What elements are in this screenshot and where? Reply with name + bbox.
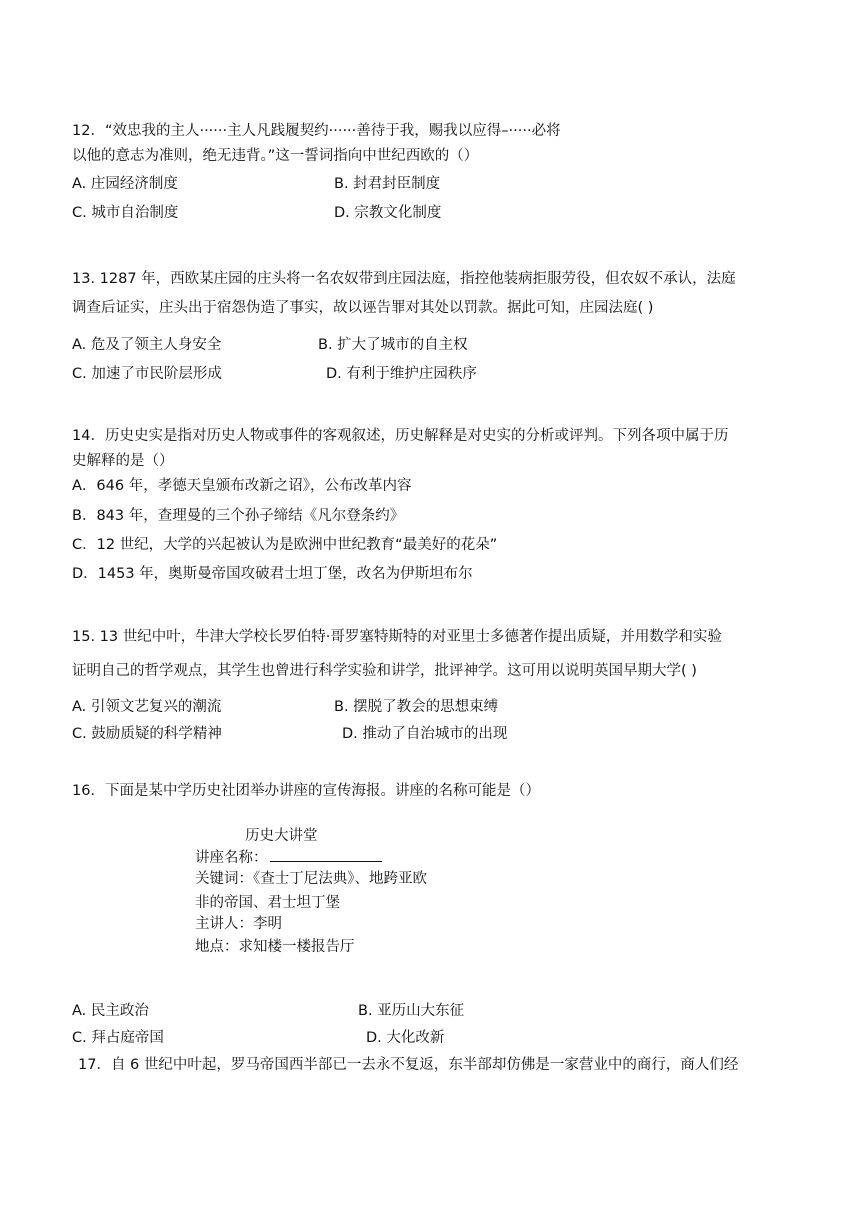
q15-option-d: D. 推动了自治城市的出现 — [342, 726, 508, 742]
q14-option-d: D．1453 年，奥斯曼帝国攻破君士坦丁堡，改名为伊斯坦布尔 — [72, 566, 473, 582]
q13-option-b: B. 扩大了城市的自主权 — [318, 337, 468, 353]
poster-keywords-line1: 关键词：《查士丁尼法典》、地跨亚欧 — [195, 871, 427, 887]
q13-option-c: C. 加速了市民阶层形成 — [72, 366, 222, 382]
q13-option-a: A. 危及了领主人身安全 — [72, 337, 222, 353]
q12-stem-line2: 以他的意志为准则，绝无违背。”这一誓词指向中世纪西欧的（） — [72, 148, 479, 164]
q17-stem-line1: 17．自 6 世纪中叶起，罗马帝国西半部已一去永不复返，东半部却仿佛是一家营业中的商行，商人们经 — [78, 1057, 739, 1073]
q14-option-c: C．12 世纪，大学的兴起被认为是欧洲中世纪教育“最美好的花朵” — [72, 537, 498, 553]
q13-stem-line2: 调查后证实，庄头出于宿怨伪造了事实，故以诬告罪对其处以罚款。据此可知，庄园法庭( ) — [72, 300, 654, 316]
poster-name-label: 讲座名称： — [195, 850, 268, 866]
q16-option-c: C. 拜占庭帝国 — [72, 1030, 164, 1046]
q14-stem-line1: 14．历史史实是指对历史人物或事件的客观叙述，历史解释是对史实的分析或评判。下列各项中属于历 — [72, 428, 729, 444]
q13-stem-line1: 13. 1287 年，西欧某庄园的庄头将一名农奴带到庄园法庭，指控他装病拒服劳役，但农奴不承认，法庭 — [72, 271, 736, 287]
q13-option-d: D. 有利于维护庄园秩序 — [326, 366, 477, 382]
poster-speaker: 主讲人：李明 — [195, 916, 282, 932]
q15-option-a: A. 引领文艺复兴的潮流 — [72, 699, 222, 715]
q15-option-c: C. 鼓励质疑的科学精神 — [72, 726, 222, 742]
q14-option-a: A．646 年，孝德天皇颁布改新之诏》，公布改革内容 — [72, 478, 412, 494]
q15-stem-line1: 15. 13 世纪中叶，牛津大学校长罗伯特·哥罗塞特斯特的对亚里士多德著作提出质疑，并用数学和实验 — [72, 629, 722, 645]
poster-name-blank — [270, 847, 382, 862]
q12-option-c: C. 城市自治制度 — [72, 205, 179, 221]
q16-option-d: D. 大化改新 — [366, 1030, 445, 1046]
q16-stem: 16．下面是某中学历史社团举办讲座的宣传海报。讲座的名称可能是（） — [72, 783, 540, 799]
q14-stem-line2: 史解释的是（） — [72, 453, 174, 469]
q15-stem-line2: 证明自己的哲学观点，其学生也曾进行科学实验和讲学，批评神学。这可用以说明英国早期大学( ) — [72, 663, 697, 679]
q12-option-d: D. 宗教文化制度 — [334, 205, 442, 221]
q12-option-a: A. 庄园经济制度 — [72, 176, 178, 192]
poster-location: 地点：求知楼一楼报告厅 — [195, 939, 355, 955]
q16-option-a: A. 民主政治 — [72, 1003, 149, 1019]
q16-option-b: B. 亚历山大东征 — [358, 1003, 465, 1019]
q12-option-b: B. 封君封臣制度 — [334, 176, 441, 192]
q15-option-b: B. 摆脱了教会的思想束缚 — [334, 699, 499, 715]
poster-keywords-line2: 非的帝国、君士坦丁堡 — [195, 895, 340, 911]
poster-name-row — [195, 847, 382, 868]
q14-option-b: B．843 年，查理曼的三个孙子缔结《凡尔登条约》 — [72, 508, 405, 524]
q12-stem-line1: 12．“效忠我的主人······主人凡践履契约······善待于我，赐我以应得–·····必将 — [72, 123, 561, 139]
poster-title: 历史大讲堂 — [245, 828, 318, 844]
